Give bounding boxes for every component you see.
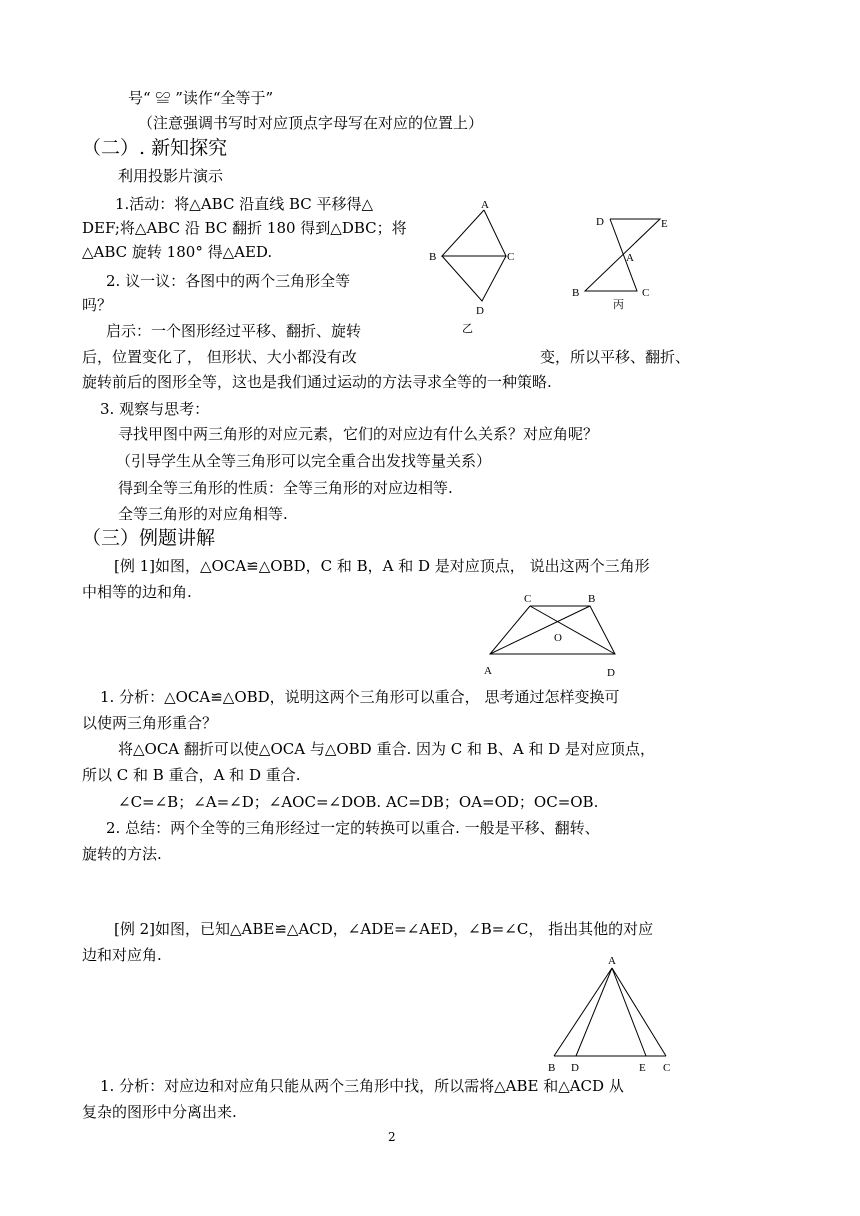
text-line: 中相等的边和角. — [82, 583, 192, 601]
triangles-aed-abc — [585, 219, 660, 291]
figure-bing — [565, 205, 685, 315]
text-line: ∠C=∠B；∠A=∠D；∠AOC=∠DOB. AC=DB；OA=OD；OC=OB. — [118, 793, 599, 811]
label-d: D — [607, 667, 615, 679]
triangle-dbc — [442, 256, 506, 301]
triangle-abc — [442, 210, 506, 256]
text-line: 号“ ≌ ”读作“全等于” — [128, 89, 274, 107]
label-d: D — [476, 305, 484, 317]
segment-ae — [612, 968, 646, 1056]
text-line: [例 1]如图，△OCA≌△OBD，C 和 B，A 和 D 是对应顶点， 说出这两个三角形 — [114, 557, 650, 575]
figure-yi — [420, 190, 540, 340]
label-e: E — [639, 1062, 646, 1074]
label-d: D — [596, 216, 604, 228]
text-line: 将△OCA 翻折可以使△OCA 与△OBD 重合. 因为 C 和 B、A 和 D 是对应顶点， — [118, 740, 655, 758]
text-line: 全等三角形的对应角相等. — [118, 505, 288, 523]
label-c: C — [507, 251, 515, 263]
caption-yi: 乙 — [462, 323, 473, 335]
text-line: DEF;将△ABC 沿 BC 翻折 180 得到△DBC；将 — [82, 219, 407, 237]
page-number: 2 — [388, 1130, 396, 1144]
text-line: 复杂的图形中分离出来. — [82, 1103, 237, 1121]
section-heading: （二）. 新知探究 — [82, 137, 228, 159]
text-line: △ABC 旋转 180° 得△AED. — [82, 243, 273, 261]
figure-outline — [490, 606, 615, 654]
caption-bing: 丙 — [613, 299, 624, 311]
label-a: A — [608, 955, 616, 967]
label-a: A — [626, 252, 634, 264]
text-line: 得到全等三角形的性质：全等三角形的对应边相等. — [118, 479, 453, 497]
text-line: 2. 总结：两个全等的三角形经过一定的转换可以重合. 一般是平移、翻转、 — [106, 819, 600, 837]
text-line: 所以 C 和 B 重合，A 和 D 重合. — [82, 766, 301, 784]
text-line: 1. 分析：△OCA≌△OBD，说明这两个三角形可以重合， 思考通过怎样变换可 — [100, 688, 620, 706]
text-line: （注意强调书写时对应顶点字母写在对应的位置上） — [138, 114, 484, 132]
text-line: 边和对应角. — [82, 946, 162, 964]
text-line: 旋转的方法. — [82, 845, 162, 863]
label-b: B — [429, 251, 437, 263]
segment-ab — [490, 606, 590, 654]
label-c: C — [663, 1062, 671, 1074]
segment-ad — [576, 968, 612, 1056]
text-line: 变，所以平移、翻折、 — [540, 348, 691, 366]
text-line: 后，位置变化了， 但形状、大小都没有改 — [82, 348, 357, 366]
label-c: C — [642, 287, 650, 299]
text-line: 寻找甲图中两三角形的对应元素，它们的对应边有什么关系？对应角呢？ — [118, 425, 599, 443]
label-e: E — [661, 218, 668, 230]
label-c: C — [524, 593, 532, 605]
figure-example-1 — [480, 590, 630, 682]
text-line: 2. 议一议：各图中的两个三角形全等 — [106, 272, 351, 290]
text-line: 吗？ — [82, 296, 113, 314]
label-b: B — [548, 1062, 556, 1074]
text-line: 1. 分析：对应边和对应角只能从两个三角形中找，所以需将△ABE 和△ACD 从 — [100, 1077, 624, 1095]
text-line: 以使两三角形重合？ — [82, 714, 218, 732]
segment-ab — [554, 968, 612, 1056]
segment-ac — [612, 968, 666, 1056]
text-line: 旋转前后的图形全等，这也是我们通过运动的方法寻求全等的一种策略. — [82, 373, 552, 391]
text-line: 利用投影片演示 — [118, 167, 224, 185]
figure-example-2 — [540, 950, 690, 1075]
text-line: 启示：一个图形经过平移、翻折、旋转 — [106, 322, 362, 340]
section-heading: （三）例题讲解 — [82, 527, 216, 549]
text-line: （引导学生从全等三角形可以完全重合出发找等量关系） — [116, 452, 492, 470]
text-line: [例 2]如图，已知△ABE≌△ACD，∠ADE=∠AED，∠B=∠C， 指出其他的对应 — [114, 920, 654, 938]
text-line: 1.活动：将△ABC 沿直线 BC 平移得△ — [115, 195, 374, 213]
label-a: A — [481, 199, 489, 211]
label-b: B — [572, 287, 580, 299]
text-line: 3. 观察与思考： — [100, 400, 210, 418]
label-o: O — [554, 632, 562, 644]
label-b: B — [588, 593, 596, 605]
label-d: D — [571, 1062, 579, 1074]
label-a: A — [484, 665, 492, 677]
